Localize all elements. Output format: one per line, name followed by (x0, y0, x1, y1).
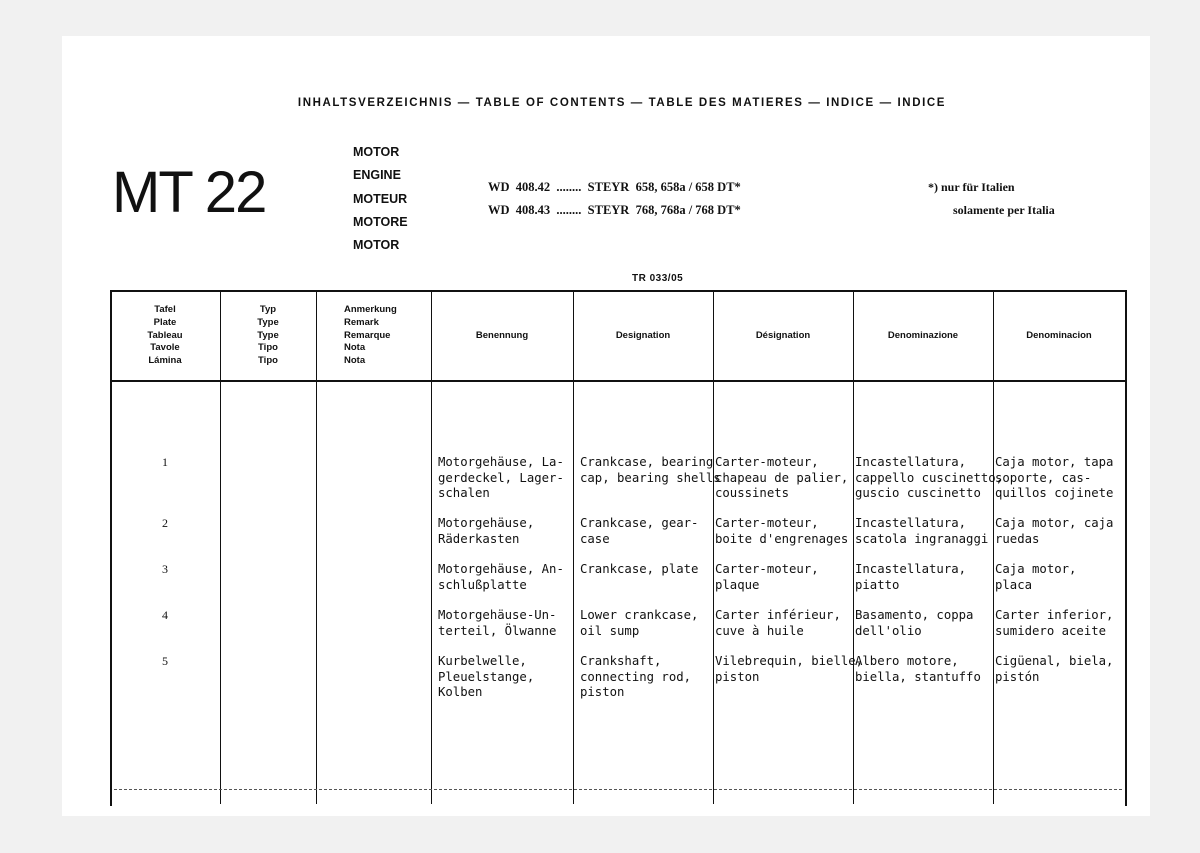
plate-number: 2 (162, 516, 168, 530)
italy-note (928, 180, 1055, 218)
cell-spanish: Caja motor, caja ruedas (995, 516, 1114, 546)
note-line: *) nur für Italien (928, 180, 1015, 194)
column-header-type (220, 292, 316, 380)
column-header-italian: Denominazione (887, 329, 959, 341)
plate-number: 5 (162, 654, 168, 668)
cell-english: Lower crankcase, oil sump (580, 608, 699, 638)
motor-label: ENGINE (353, 168, 401, 183)
cell-spanish: Cigüenal, biela, pistón (995, 654, 1114, 684)
cell-german: Motorgehäuse, An- schlußplatte (438, 562, 564, 592)
column-header-french: Désignation (755, 329, 811, 341)
cell-italian: Incastellatura, scatola ingranaggi (855, 516, 989, 546)
cell-italian: Albero motore, biella, stantuffo (855, 654, 981, 684)
header-text: Tavole (150, 342, 180, 354)
motor-label: MOTORE (353, 214, 408, 229)
header-text: Remarque (344, 329, 391, 341)
column-header-plate (110, 292, 220, 380)
header-text: Nota (344, 355, 366, 367)
cell-english: Crankcase, bearing cap, bearing shells (580, 455, 721, 485)
model-code: MT 22 (112, 160, 266, 225)
cell-german: Motorgehäuse-Un- terteil, Ölwanne (438, 608, 557, 638)
header-text: Anmerkung (344, 304, 397, 315)
cell-italian: Incastellatura, piatto (855, 562, 967, 592)
cell-french: Carter-moteur, plaque (715, 562, 819, 592)
engine-model-line: WD 408.42 ........ STEYR 658, 658a / 658 DT* (488, 180, 741, 194)
motor-label-list (353, 146, 408, 262)
cell-italian: Basamento, coppa dell'olio (855, 608, 974, 638)
cell-english: Crankcase, gear- case (580, 516, 699, 546)
plate-number: 1 (162, 455, 168, 469)
header-text: Tipo (258, 342, 278, 354)
header-text: Type (257, 329, 279, 341)
motor-label: MOTOR (353, 238, 400, 253)
cell-french: Carter-moteur, boite d'engrenages (715, 516, 849, 546)
header-divider (110, 380, 1125, 382)
header-text: Lámina (148, 355, 182, 367)
column-header-english: Designation (615, 329, 671, 341)
cell-french: Vilebrequin, bielle, piston (715, 654, 864, 684)
continuation-line (114, 789, 1122, 790)
cell-spanish: Caja motor, placa (995, 562, 1077, 592)
header-text: Remark (344, 316, 379, 328)
document-code: TR 033/05 (632, 273, 684, 284)
cell-spanish: Caja motor, tapa soporte, cas- quillos cojinete (995, 455, 1114, 500)
motor-label: MOTOR (353, 145, 400, 159)
document-page (62, 36, 1150, 816)
cell-german: Motorgehäuse, Räderkasten (438, 516, 535, 546)
column-divider (316, 290, 317, 804)
cell-french: Carter-moteur, chapeau de palier, coussinets (715, 455, 849, 500)
cell-german: Motorgehäuse, La- gerdeckel, Lager- schalen (438, 455, 564, 500)
header-text: Tableau (147, 329, 183, 341)
cell-french: Carter inférieur, cuve à huile (715, 608, 841, 638)
cell-english: Crankcase, plate (580, 562, 699, 576)
cell-german: Kurbelwelle, Pleuelstange, Kolben (438, 654, 535, 699)
motor-label: MOTEUR (353, 191, 408, 206)
header-text: Nota (344, 342, 366, 354)
header-text: Plate (153, 316, 177, 328)
plate-number: 3 (162, 562, 168, 576)
cell-spanish: Carter inferior, sumidero aceite (995, 608, 1114, 638)
column-header-spanish: Denominacion (1026, 329, 1092, 341)
header-text: Tafel (154, 304, 176, 315)
header-text: Typ (259, 304, 277, 315)
cell-italian: Incastellatura, cappello cuscinetto, guscio cuscinetto (855, 455, 1004, 500)
column-header-remark (344, 292, 431, 380)
header-text: Type (257, 316, 279, 328)
plate-number: 4 (162, 608, 168, 622)
engine-model-list (488, 180, 741, 226)
engine-model-line: WD 408.43 ........ STEYR 768, 768a / 768 DT* (488, 203, 741, 217)
cell-english: Crankshaft, connecting rod, piston (580, 654, 692, 699)
column-header-german: Benennung (475, 329, 529, 341)
note-line: solamente per Italia (953, 203, 1055, 217)
page-title: INHALTSVERZEICHNIS — TABLE OF CONTENTS — TABLE DES MATIERES — INDICE — INDICE (297, 97, 947, 109)
header-text: Tipo (258, 355, 278, 367)
